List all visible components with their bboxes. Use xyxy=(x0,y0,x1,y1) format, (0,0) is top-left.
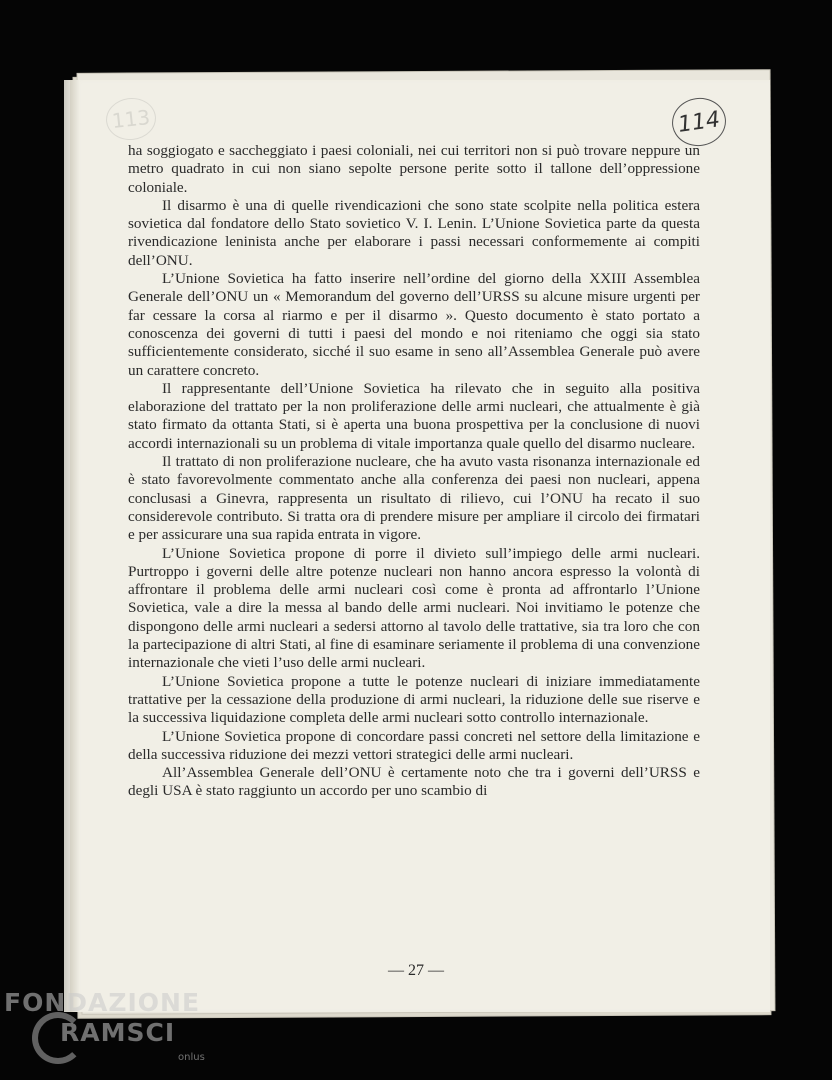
watermark-logo xyxy=(4,988,224,1068)
handwritten-page-number: 114 xyxy=(669,94,729,149)
watermark-line1: FONDAZIONE xyxy=(4,988,201,1017)
paragraph: L’Unione Sovietica propone di concordare passi concreti nel settore della limitazione e della successiva riduzione dei mezzi vettori strategici delle armi nucleari. xyxy=(128,727,700,763)
watermark-suffix: onlus xyxy=(178,1052,205,1063)
body-text xyxy=(128,142,700,801)
paragraph: L’Unione Sovietica ha fatto inserire nell’ordine del giorno della XXIII Assemblea Generale dell’ONU un « Memorandum del governo dell’URSS su alcune misure urgenti per far cessare la corsa al riarmo e per il disarmo ». Questo documento è stato portato a conoscenza dei governi di tutti i paesi del mondo e noi riteniamo che oggi sia stato sufficientemente considerato, sicché il suo esame in seno all’Assemblea Generale può avere un carattere concreto. xyxy=(128,270,700,379)
ghost-page-number: 113 xyxy=(104,96,158,143)
paragraph: All’Assemblea Generale dell’ONU è certamente noto che tra i governi dell’URSS e degli USA è stato raggiunto un accordo per uno scambio di xyxy=(128,764,700,800)
paragraph: L’Unione Sovietica propone di porre il divieto sull’impiego delle armi nucleari. Purtroppo i governi delle altre potenze nucleari non hanno ancora espresso la volontà di affrontare il problema delle armi nucleari così come è pronta ad affrontarlo l’Unione Sovietica, vale a dire la messa al bando delle armi nucleari. Noi invitiamo le potenze che dispongono delle armi nucleari a sedersi attorno al tavolo delle trattative, sia tra loro che con la partecipazione di altri Stati, al fine di esaminare seriamente il problema di una convenzione internazionale che vieti l’uso delle armi nucleari. xyxy=(128,544,700,672)
paragraph: Il rappresentante dell’Unione Sovietica ha rilevato che in seguito alla positiva elaborazione del trattato per la non proliferazione delle armi nucleari, che attualmente è già stato firmato da ottanta Stati, si è aperta una buona prospettiva per la conclusione di nuovi accordi internazionali su un problema di vitale importanza quale quello del disarmo nucleare. xyxy=(128,379,700,452)
paragraph: L’Unione Sovietica propone a tutte le potenze nucleari di iniziare immediatamente trattative per la cessazione della produzione di armi nucleari, la riduzione delle sue riserve e la successiva liquidazione completa delle armi nucleari sotto controllo internazionale. xyxy=(128,672,700,727)
paragraph: Il disarmo è una di quelle rivendicazioni che sono state scolpite nella politica estera sovietica dal fondatore dello Stato sovietico V. I. Lenin. L’Unione Sovietica parte da questa rivendicazione leninista anche per elaborare i passi necessari conformemente ai compiti dell’ONU. xyxy=(128,196,700,269)
paragraph: Il trattato di non proliferazione nucleare, che ha avuto vasta risonanza internazionale ed è stato favorevolmente commentato anche alla conferenza dei paesi non nucleari, appena conclusasi a Ginevra, rappresenta un risultato di rilievo, cui l’ONU ha recato il suo considerevole contributo. Si tratta ora di prendere misure per ampliare il circolo dei firmatari e per assicurare una sua rapida entrata in vigore. xyxy=(128,453,700,544)
paragraph: ha soggiogato e saccheggiato i paesi coloniali, nei cui territori non si può trovare neppure un metro quadrato in cui non siano sepolte persone perite sotto il tallone dell’oppressione coloniale. xyxy=(128,142,700,196)
binding-fold xyxy=(70,80,80,1012)
page-folio: — 27 — xyxy=(388,962,444,979)
watermark-line2: RAMSCI xyxy=(60,1018,176,1047)
